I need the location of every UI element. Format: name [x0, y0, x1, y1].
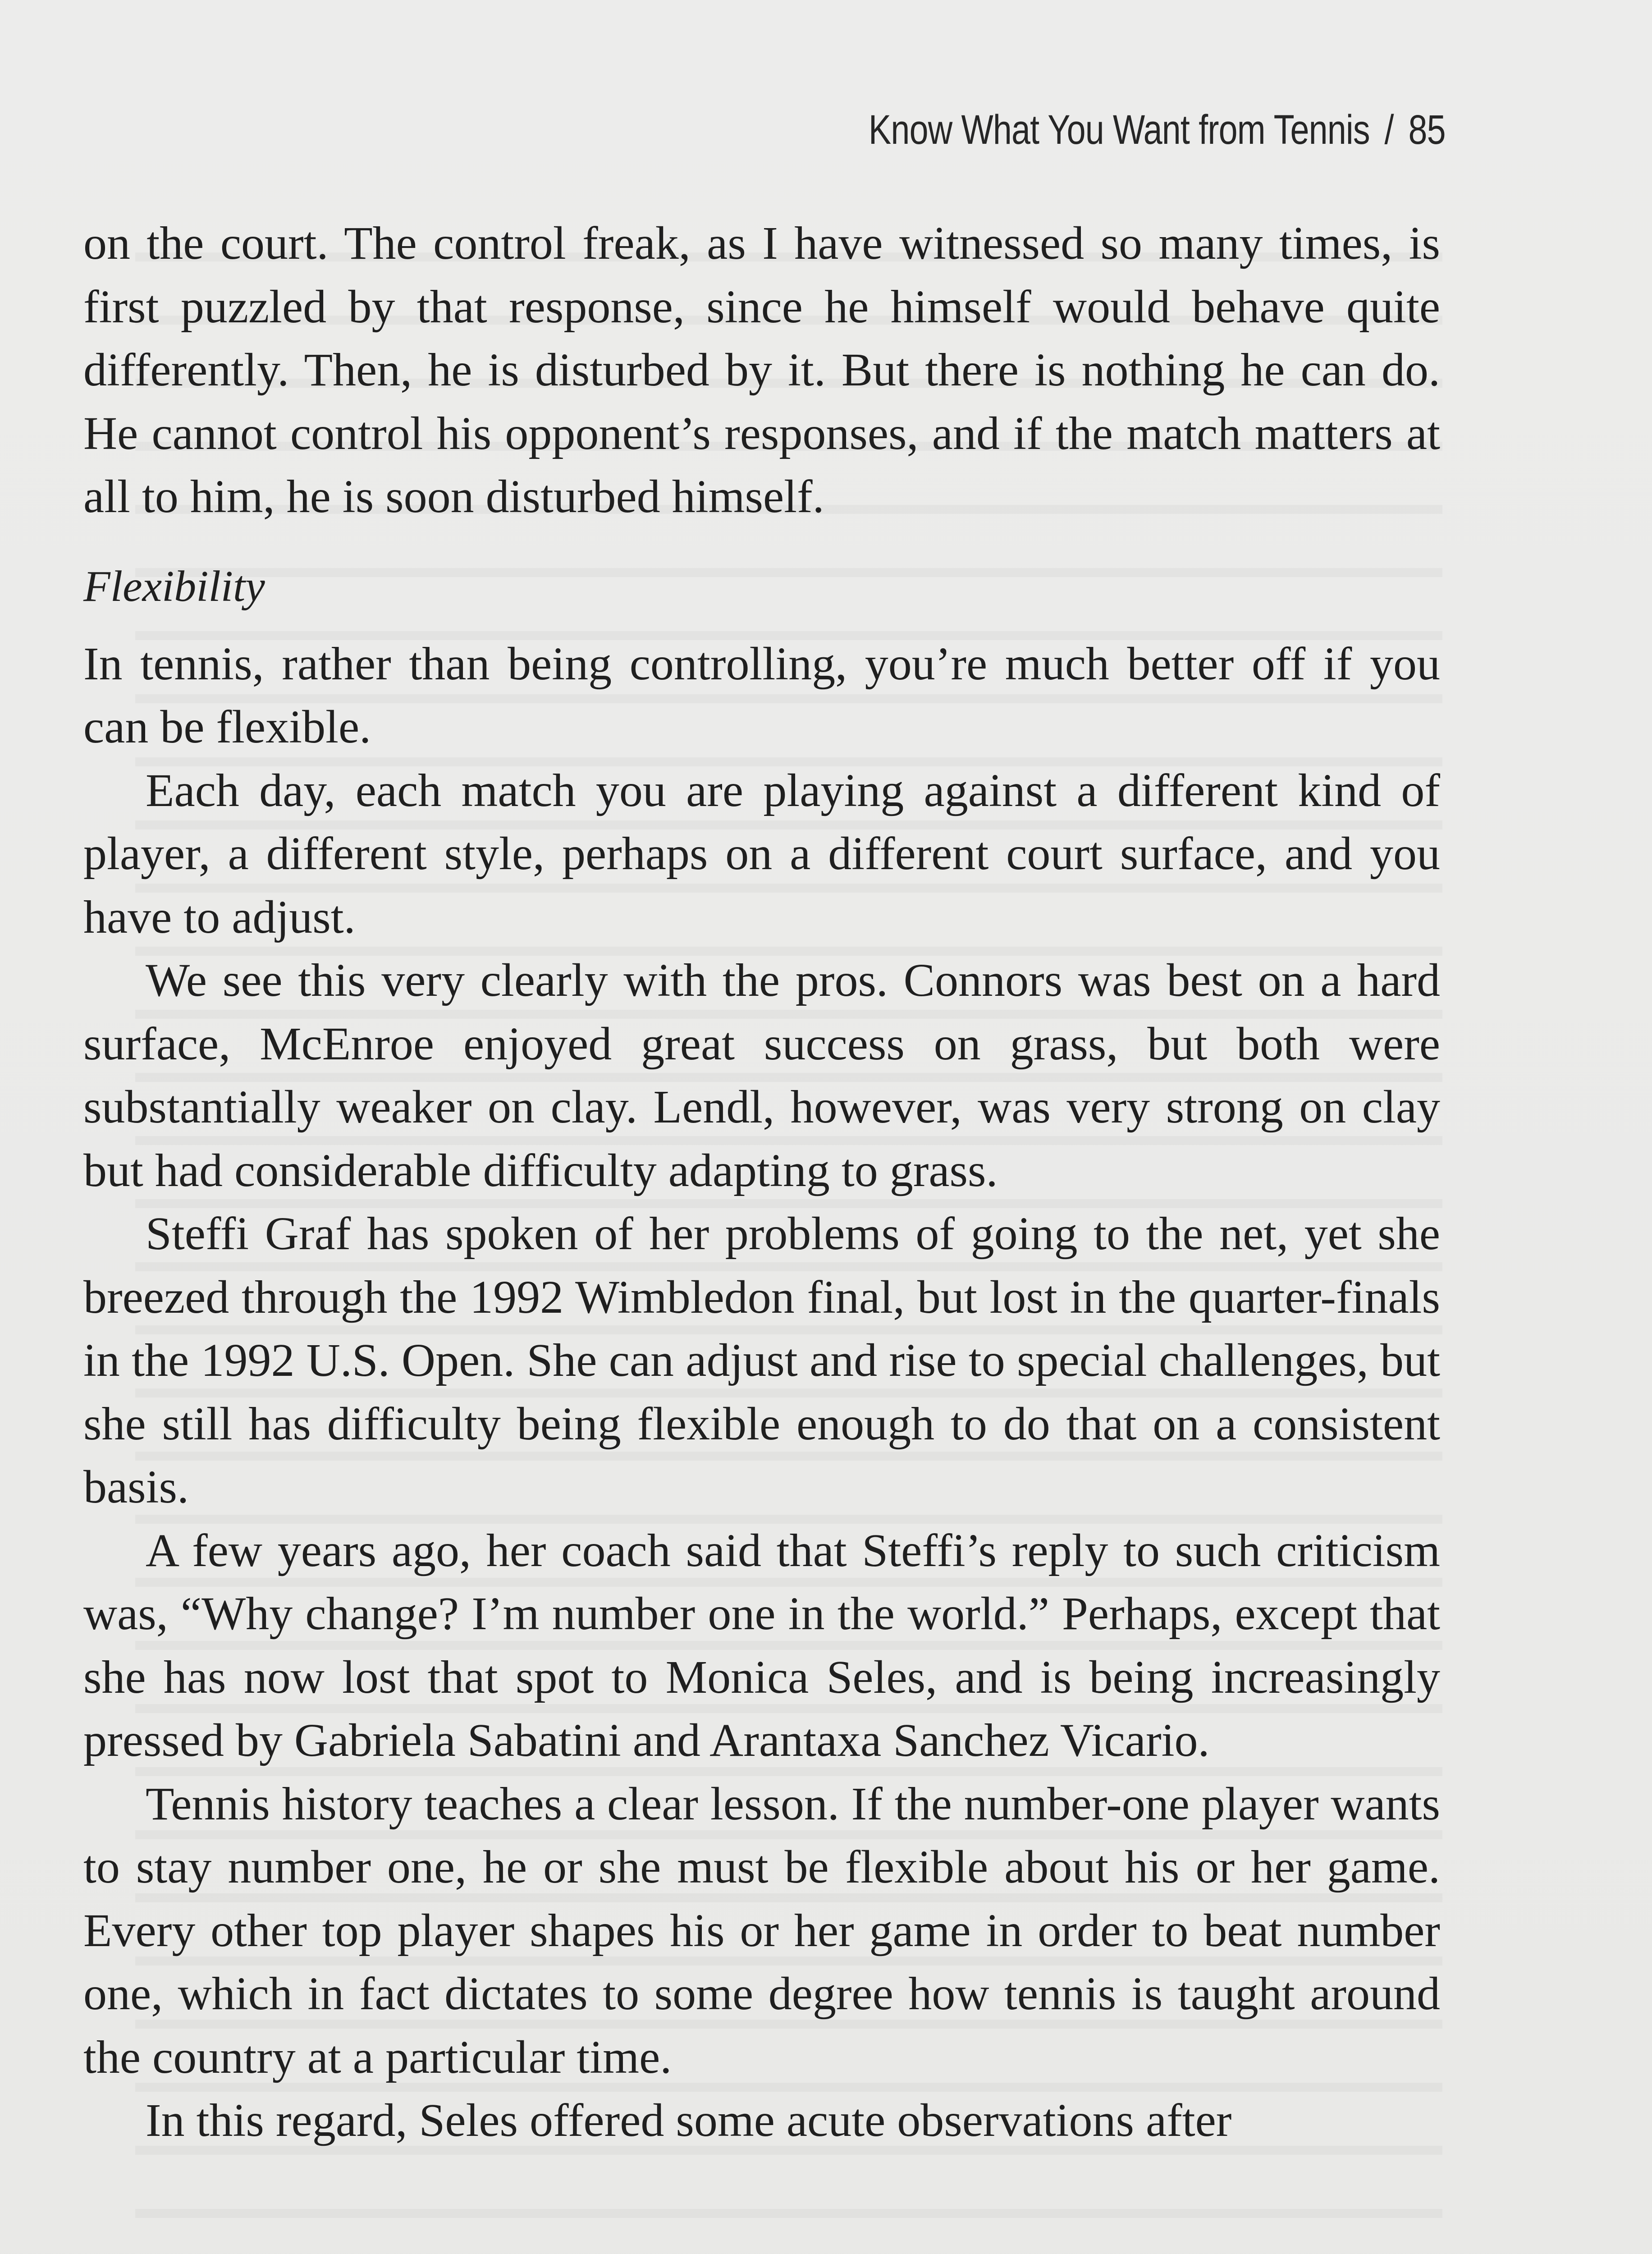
paragraph: Tennis history teaches a clear lesson. If the number-one player wants to stay number one, he or she must be flexible about his or her game. Every other top player shapes his or her game in order to beat number one, which in fact dictates to some degree how tennis is taught around the country at a particular time.	[83, 1778, 1440, 2083]
body-text	[83, 212, 1440, 2153]
paragraph: Each day, each match you are playing against a different kind of player, a different style, perhaps on a different court surface, and you have to adjust.	[83, 764, 1440, 943]
paragraph: In this regard, Seles offered some acute observations after	[146, 2094, 1232, 2146]
running-header	[869, 103, 1446, 157]
chapter-title: Know What You Want from Tennis	[869, 107, 1370, 153]
paragraph: A few years ago, her coach said that Steffi’s reply to such criticism was, “Why change? I’m number one in the world.” Perhaps, except that she has now lost that spot to Monica Seles, and is being increasingly pressed by Gabriela Sabatini and Arantaxa Sanchez Vicario.	[83, 1524, 1440, 1766]
header-separator: /	[1384, 107, 1394, 153]
paragraph: In tennis, rather than being controlling, you’re much better off if you can be flexible.	[83, 637, 1440, 753]
paragraph: Steffi Graf has spoken of her problems of going to the net, yet she breezed through the 1992 Wimbledon final, but lost in the quarter-finals in the 1992 U.S. Open. She can adjust and rise to special challenges, but she still has difficulty being flexible enough to do that on a consistent basis.	[83, 1208, 1440, 1513]
section-heading: Flexibility	[83, 562, 265, 611]
paragraph: We see this very clearly with the pros. Connors was best on a hard surface, McEnroe enjoyed great success on grass, but both were substantially weaker on clay. Lendl, however, was very strong on clay but had considerable difficulty adapting to grass.	[83, 954, 1440, 1196]
paragraph: on the court. The control freak, as I have witnessed so many times, is first puzzled by that response, since he himself would behave quite differently. Then, he is disturbed by it. But there is nothing he can do. He cannot control his opponent’s responses, and if the match matters at all to him, he is soon disturbed himself.	[83, 217, 1440, 522]
page-number: 85	[1408, 107, 1446, 153]
